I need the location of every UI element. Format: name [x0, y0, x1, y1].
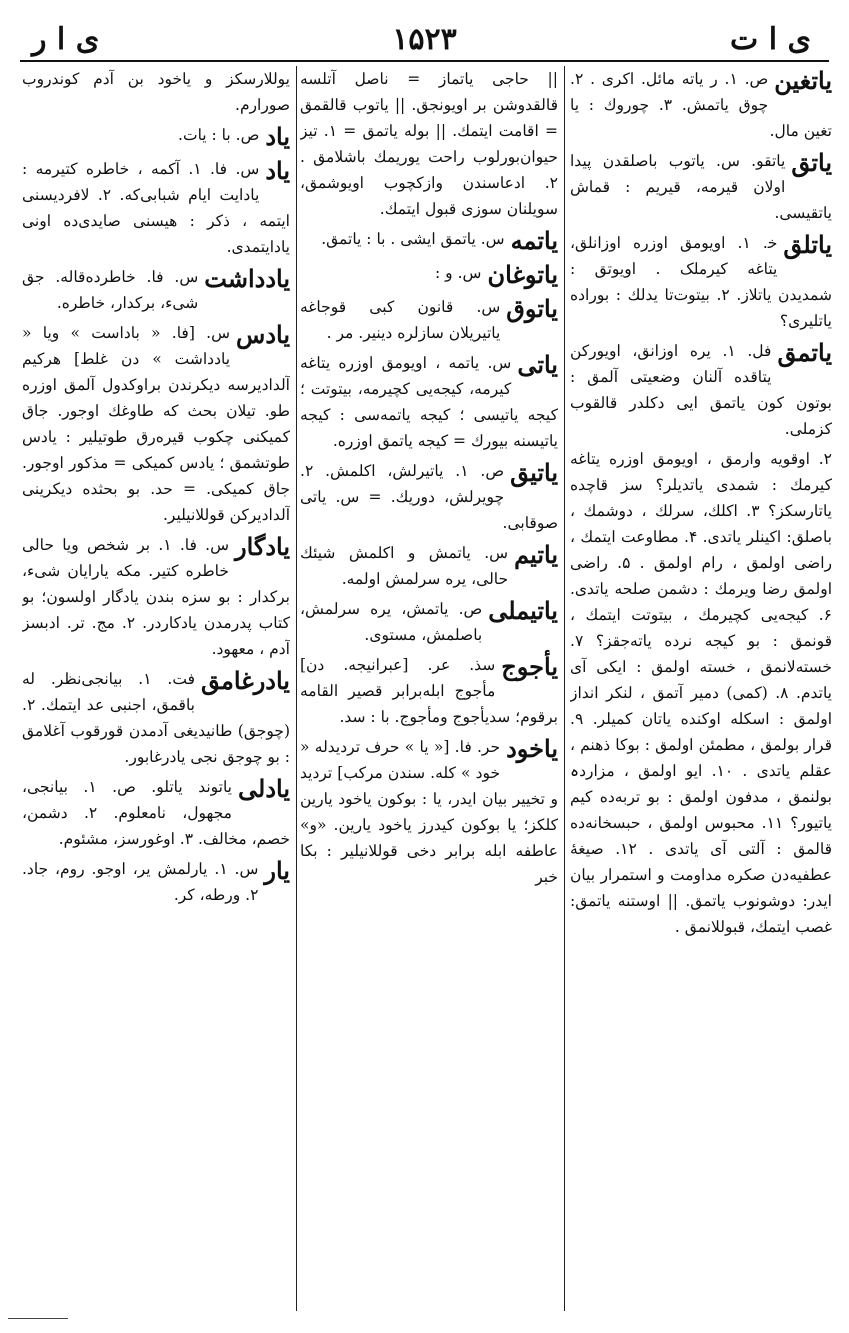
entry-definition: س. یاتمه ، اویومق اوزره یتاغه کیرمه، کیجه‌یی کچیرمه، بیتوتت ؛ کیجه یاتیسی ؛ کیجه یاتمه‌سی : کیجه یاتیسنه بیورك = کیجه یاتمق اوزره. — [300, 354, 558, 450]
dictionary-entry — [300, 734, 558, 890]
dictionary-entry — [570, 148, 832, 226]
entry-definition: ص. یاتمش، یره سرلمش، باصلمش، مستوی. — [300, 600, 483, 644]
dictionary-entry — [22, 156, 290, 260]
entry-headword: یاتغین — [774, 66, 832, 95]
entry-definition: س. [فا. « باداست » ویا « یادداشت » دن غلط] هرکیم آلدادیرسه دیکرندن براوکدول آلمق اوزره طو. تیلان بحث که طاوغك اوجور. جاق کمیکنی چکوب قیره‌رق طوتیلیر : یادس طوتشمق ؛ یادس کمیکی = مذکور اوجور. جاق کمیکی. = حد. بو بحثده دیکرینی آلدادیرکن قوللانیلیر. — [22, 324, 290, 524]
entry-headword: یاتق — [791, 148, 832, 177]
entry-definition: س. یاتمق ایشی . با : یاتمق. — [321, 230, 505, 248]
dictionary-entry — [300, 294, 558, 346]
entry-definition: س. قانون کبی قوجاغه یاتیریلان سازلره دینیر. مر . — [300, 298, 501, 342]
dictionary-entry — [570, 230, 832, 334]
dictionary-entry — [300, 66, 558, 222]
entry-headword: یاتی — [517, 350, 558, 379]
dictionary-entry — [300, 652, 558, 730]
page-header — [20, 18, 829, 62]
entry-headword: یاتیم — [514, 540, 558, 569]
header-right-guide: ی ا ت — [730, 22, 811, 57]
entry-headword: یاتوغان — [487, 260, 558, 289]
page-number: ۱۵۲۳ — [392, 22, 457, 57]
dictionary-entry — [570, 446, 832, 940]
entry-headword: یار — [264, 856, 290, 885]
entry-definition: س. فا. خاطرده‌قاله. جق شیء، برکدار، خاطره. — [22, 268, 199, 312]
entry-headword: یادداشت — [204, 264, 290, 293]
column-divider-left — [296, 66, 297, 1311]
dictionary-entry — [22, 264, 290, 316]
entry-definition: فل. ۱. یره اوزانق، اویورکن یتاقده آلنان وضعیتی آلمق : بوتون کون یاتمق ایی دکلدر قالقوب کزملی. — [570, 342, 832, 438]
column-right — [570, 66, 832, 1311]
entry-definition: ص. ۱. ر یاته مائل. اکری . ۲. چوق یاتمش. ۳. چوروك : یا تغین مال. — [570, 70, 832, 140]
column-divider-right — [564, 66, 565, 1311]
entry-definition: س. ۱. یارلمش یر، اوجو. روم، جاد. ۲. ورطه، کر. — [22, 860, 259, 904]
entry-definition: س. فا. ۱. آکمه ، خاطره کتیرمه : یادایت ایام شبابی‌که. ۲. لافردیسنی ایتمه ، ذکر : هیسنی صایدی‌ده اونی یادایتمدی. — [22, 160, 290, 256]
entry-headword: یأجوج — [501, 652, 558, 681]
entry-definition: یاتقو. س. یاتوب باصلقدن پیدا اولان قیرمه، قیریم : قماش یاتقیسی. — [570, 152, 832, 222]
dictionary-entry — [300, 458, 558, 536]
entry-definition: ۲. اوقویه وارمق ، اویومق اوزره یتاغه کیرمك : شمدی یاتدیلر؟ سز قاچده یاتارسکز؟ ۳. اکلك، سرلك ، دوشمك ، باصلق: اکینلر یاتدی. ۴. مطاوعت ایتمك ، راضی اولمق ، رام اولمق . ۵. راضی اولمق رضا ویرمك : دشمن صلحه یاتدی. ۶. کیجه‌یی کچیرمك ، بیتوتت ایتمك ، قونمق : بو کیجه نرده یاته‌جقز؟ ۷. خسته‌لانمق ، خسته اولمق : ایکی آی یاتدم. ۸. (کمی) دمیر آتمق ، لنکر انداز اولمق : اسکله اوکنده یاتان کمیلر. ۹. قرار بولمق ، مطمئن اولمق : بوکا ذهنم ، عقلم یاتدی . ۱۰. ایو اولمق ، مزاردہ بولنمق ، مدفون اولمق : بو تربه‌ده کیم یاتیور؟ ۱۱. محبوس اولمق ، حبسخانه‌ده قالمق : آلتی آی یاتدی . ۱۲. صیغهٔ عطفیه‌دن صکره مداومت و استمرار بیان ایدر: دوشونوب یاتمق. || اوستنه یاتمق: غصب ایتمك، قبوللانمق . — [570, 450, 832, 936]
entry-headword: یاتوق — [506, 294, 558, 323]
column-middle — [300, 66, 558, 1311]
header-left-guide: ی ا ر — [32, 22, 100, 57]
entry-headword: یاتمه — [510, 226, 558, 255]
dictionary-entry — [300, 260, 558, 290]
entry-headword: یاتمق — [777, 338, 832, 367]
entry-definition: س. یاتمش و اکلمش شیئك حالی، یره سرلمش اولمه. — [300, 544, 509, 588]
entry-headword: یادلی — [238, 774, 290, 803]
entry-headword: یاتیق — [510, 458, 558, 487]
dictionary-entry — [570, 338, 832, 442]
entry-definition: سذ. عر. [عبرانیجه. دن] مأجوج ابله‌برابر قصیر القامه برقوم؛ سدیأجوج ومأجوج. با : سد. — [300, 656, 558, 726]
footer-rule — [8, 1318, 68, 1319]
entry-definition: س. و : — [435, 264, 482, 282]
entry-headword: یاتیملی — [488, 596, 558, 625]
dictionary-entry — [22, 66, 290, 118]
entry-headword: یادگار — [234, 532, 290, 561]
dictionary-entry — [300, 596, 558, 648]
entry-definition: ﺧ. ۱. اویومق اوزره اوزانلق، یتاغه کیرملک . اویوتق : شمدیدن یاتلاز. ۲. بیتوت‌تا یدلك : بوراده یاتلیری؟ — [570, 234, 832, 330]
dictionary-entry — [22, 774, 290, 852]
dictionary-entry — [22, 122, 290, 152]
entry-definition: ص. ۱. یاتیرلش، اکلمش. ۲. چویرلش، دوریك. = س. یاتی صوقابی. — [300, 462, 558, 532]
entry-definition: فت. ۱. بیانجی‌نظر. له باقمق، اجنبی عد ایتمك. ۲. (چوجق) طانیدیغی آدمدن قورقوب آغلامق : بو چوجق نجی یادرغابور. — [22, 670, 290, 766]
dictionary-entry — [300, 540, 558, 592]
entry-definition: || حاجی یاتماز = ناصل آتلسه قالقدوشن بر اویونجق. || یاتوب قالقمق = اقامت ایتمك. || بوله یاتمق = ۱. تیز حیوان‌بورلوب راحت یوریمك باشلامق . ۲. ادعاسندن وازکچوب اویوشمق، سویلنان سوزی قبول ایتمك. — [300, 70, 558, 218]
entry-headword: یاد — [265, 156, 290, 185]
entry-definition: حر. فا. [« یا » حرف تردیدله « خود » کله. سندن مرکب] تردید و تخییر بیان ایدر، یا : بوکون یاخود یارین کلکز؛ یا بوکون کیدرز یاخود یارین. «و» عاطفه ابله برابر دخی قوللانیلیر : بکا خبر — [300, 738, 558, 886]
entry-headword: یاتلق — [783, 230, 832, 259]
dictionary-entry — [22, 532, 290, 662]
entry-definition: یاتوند یاتلو. ص. ۱. بیانجی، مجهول، نامعلوم. ۲. دشمن، خصم، مخالف. ۳. اوغورسز، مشئوم. — [22, 778, 290, 848]
dictionary-entry — [300, 226, 558, 256]
column-left — [22, 66, 290, 1311]
dictionary-entry — [22, 856, 290, 908]
entry-definition: ص. با : یات. — [178, 126, 260, 144]
entry-headword: یاخود — [506, 734, 558, 763]
entry-headword: یادرغامق — [200, 666, 290, 695]
dictionary-entry — [570, 66, 832, 144]
entry-definition: س. فا. ۱. بر شخص ویا حالی خاطره کتیر. مکه یارایان شیء، برکدار : بو سزه بندن یادگار اولسون؛ بو کتاب پدرمدن یادکاردر. ۲. مج. تر. ادبسز آدم ، معهود. — [22, 536, 290, 658]
entry-definition: یوللارسکز و یاخود بن آدم کوندروب صورارم. — [22, 70, 290, 114]
entry-headword: یادس — [236, 320, 290, 349]
entry-headword: یاد — [265, 122, 290, 151]
dictionary-entry — [22, 666, 290, 770]
dictionary-entry — [22, 320, 290, 528]
dictionary-entry — [300, 350, 558, 454]
